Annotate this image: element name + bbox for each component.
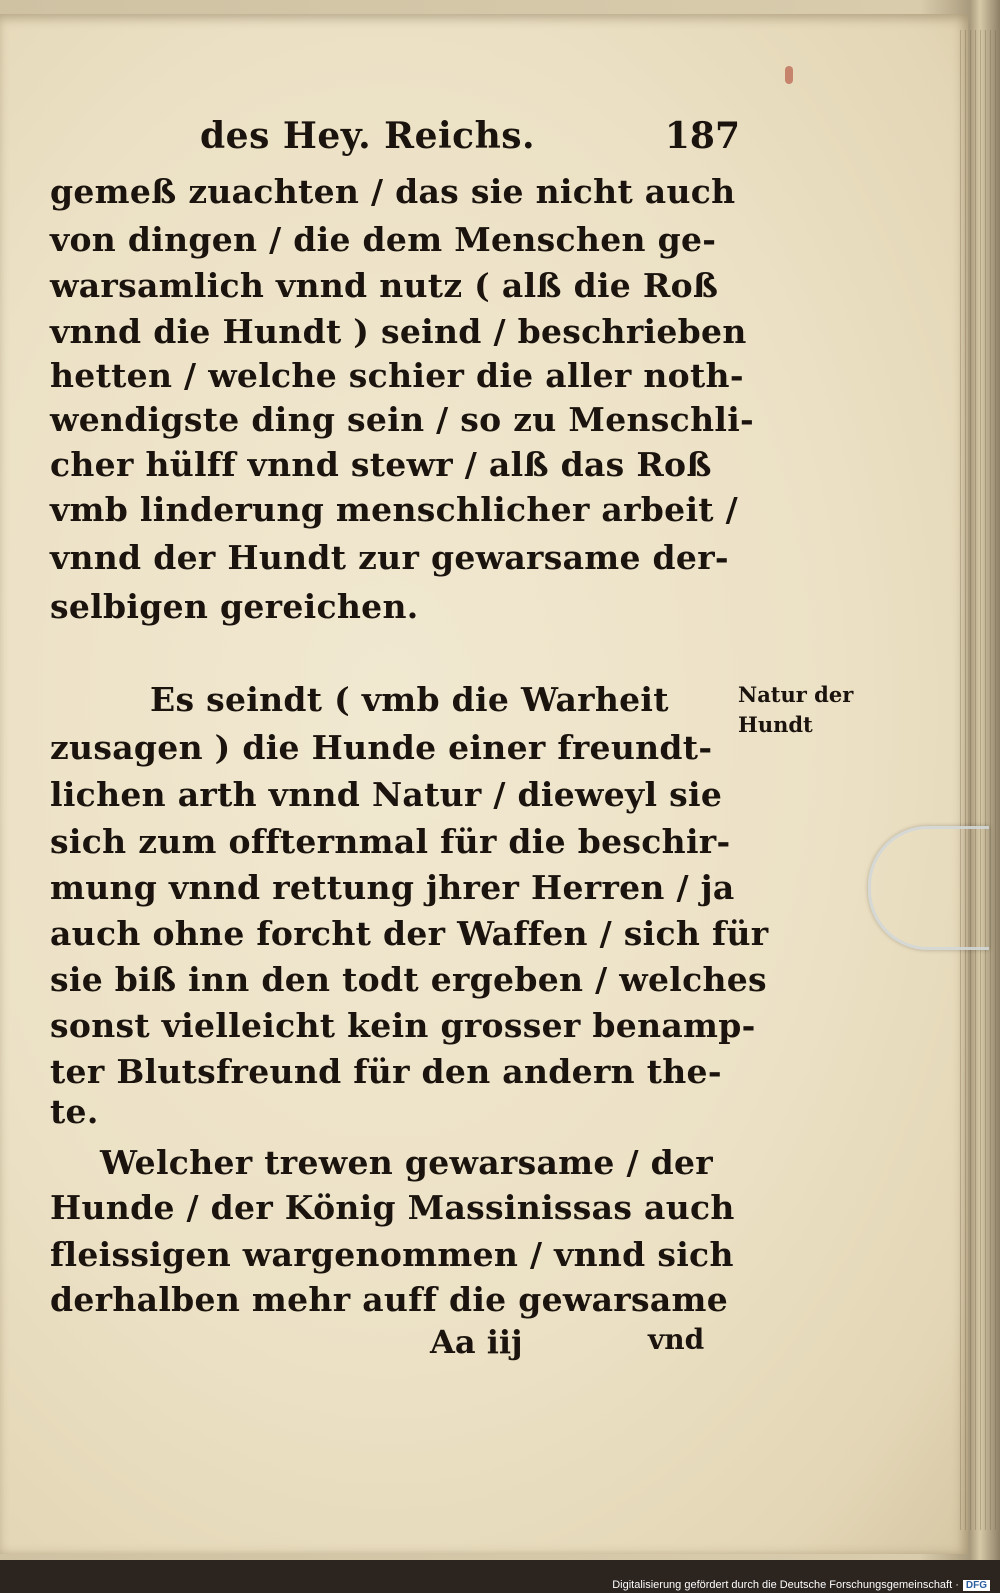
text-line: sonst vielleicht kein grosser benamp- (50, 1006, 756, 1045)
text-line: wendigste ding sein / so zu Menschli- (50, 400, 755, 439)
text-line: mung vnnd rettung jhrer Herren / ja (50, 868, 735, 907)
text-line: vnnd der Hundt zur gewarsame der- (50, 538, 729, 577)
text-line: fleissigen wargenommen / vnnd sich (50, 1235, 734, 1274)
page-clip (868, 826, 989, 950)
text-line: zusagen ) die Hunde einer freundt- (50, 728, 713, 767)
signature-mark: Aa iij (430, 1323, 523, 1361)
text-line: hetten / welche schier die aller noth- (50, 356, 744, 395)
text-line: Welcher trewen gewarsame / der (100, 1143, 713, 1182)
text-line: lichen arth vnnd Natur / dieweyl sie (50, 775, 723, 814)
text-line: te. (50, 1092, 99, 1131)
running-head-title: des Hey. Reichs. (200, 115, 536, 157)
text-line: vnnd die Hundt ) seind / beschrieben (50, 312, 747, 351)
text-line: sich zum offternmal für die beschir- (50, 822, 731, 861)
page-edges (960, 30, 1000, 1530)
marginal-note-line1: Natur der (738, 682, 854, 707)
marginal-note-line2: Hundt (738, 712, 813, 737)
text-line: cher hülff vnnd stewr / alß das Roß (50, 445, 712, 484)
dfg-logo: DFG (963, 1580, 990, 1591)
text-line: gemeß zuachten / das sie nicht auch (50, 172, 736, 211)
text-line: ter Blutsfreund für den andern the- (50, 1052, 722, 1091)
text-line: Hunde / der König Massinissas auch (50, 1188, 735, 1227)
text-line: auch ohne forcht der Waffen / sich für (50, 914, 769, 953)
ink-stain (785, 66, 793, 84)
text-line: Es seindt ( vmb die Warheit (150, 680, 669, 719)
credit-text: Digitalisierung gefördert durch die Deutsche Forschungsgemeinschaft · (612, 1579, 959, 1591)
page-number: 187 (664, 115, 740, 157)
text-line: warsamlich vnnd nutz ( alß die Roß (50, 266, 719, 305)
text-line: von dingen / die dem Menschen ge- (50, 220, 717, 259)
catchword: vnd (648, 1323, 705, 1356)
text-line: derhalben mehr auff die gewarsame (50, 1280, 729, 1319)
digitization-credit (612, 1579, 990, 1591)
text-line: selbigen gereichen. (50, 587, 419, 626)
text-line: vmb linderung menschlicher arbeit / (50, 490, 738, 529)
text-line: sie biß inn den todt ergeben / welches (50, 960, 767, 999)
